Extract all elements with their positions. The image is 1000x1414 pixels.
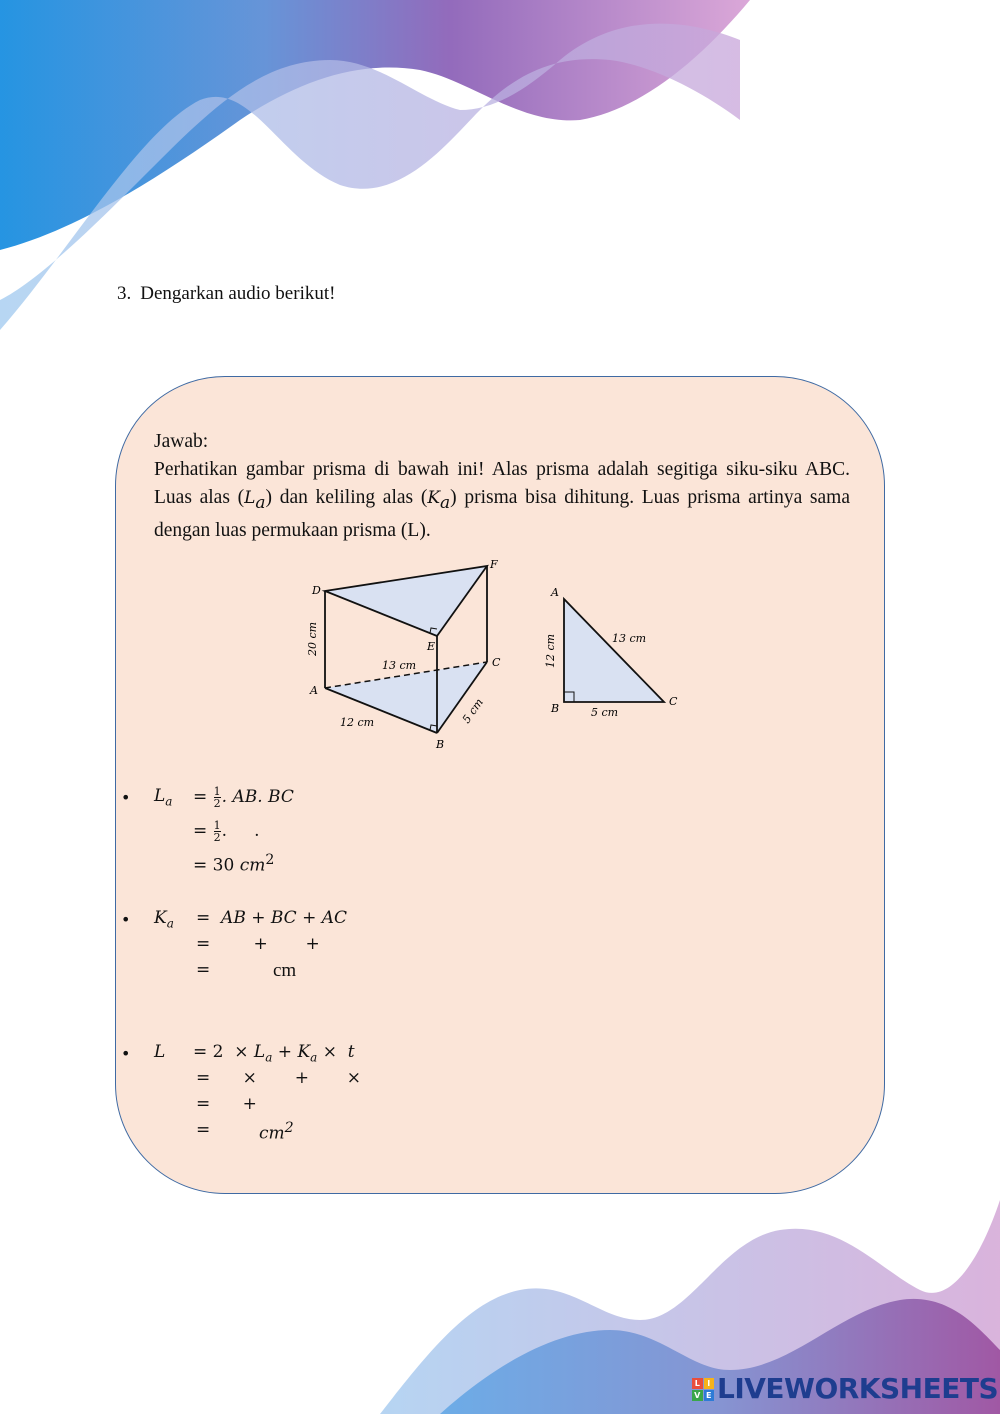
la-fraction-1: $\frac{1}{2}$ [213, 785, 221, 810]
ka-line-2: = + + [196, 934, 320, 954]
liveworksheets-logo-mark-icon: L I V E [692, 1378, 714, 1400]
bullet-la: • [121, 788, 131, 807]
l-line-1: = $2 \times L_a + K_a \times t$ [193, 1042, 355, 1065]
question-number: 3. [117, 283, 132, 304]
prism-vertex-e: E [427, 640, 436, 653]
triangle-vertex-b: B [551, 702, 560, 715]
answer-intro: Perhatikan gambar prisma di bawah ini! Alas prisma adalah segitiga siku-siku ABC. Luas alas $(L_a)$ dan keliling alas $(K_a)$ prisma bisa dihitung. Luas prisma artinya sama dengan luas permukaan prisma (L). [154, 459, 850, 541]
prism-vertex-b: B [436, 738, 445, 751]
l-symbol: L [154, 1042, 166, 1062]
prism-vertex-a: A [310, 684, 318, 697]
answer-paragraph [154, 428, 850, 545]
ka-line-3-eq: = [196, 960, 211, 980]
l-line-2: = × + × [196, 1068, 362, 1088]
prism-height-label: 20 cm [306, 621, 319, 656]
prism-vertex-f: F [490, 558, 498, 571]
base-triangle [564, 599, 664, 702]
prism-bc-label: 5 cm [459, 696, 486, 726]
prism-ab-label: 12 cm [340, 716, 375, 729]
prism-vertex-d: D [312, 584, 321, 597]
la-symbol: $L_a$ [154, 786, 173, 809]
question-text: Dengarkan audio berikut! [140, 283, 336, 304]
triangle-bc-label: 5 cm [591, 706, 619, 719]
triangle-ab-label: 12 cm [544, 633, 557, 668]
answer-label: Jawab: [154, 431, 209, 452]
ka-line-1: = AB + BC + AC [196, 908, 348, 928]
la-line-3: = 30 $cm^2$ [193, 852, 275, 876]
l-line-4-unit: $cm^2$ [259, 1120, 294, 1144]
question-3 [117, 283, 335, 305]
triangle-vertex-a: A [551, 586, 559, 599]
bullet-l: • [121, 1044, 131, 1063]
l-line-4-eq: = [196, 1120, 211, 1140]
prism-vertex-c: C [492, 656, 501, 669]
la-line-1: = $\frac{1}{2}$ . AB. BC [193, 785, 294, 810]
triangle-ac-label: 13 cm [612, 632, 647, 645]
prism-top-face [325, 566, 487, 636]
bullet-ka: • [121, 910, 131, 929]
header-wave-decoration [0, 0, 1000, 330]
ka-line-3-unit: cm [273, 960, 297, 981]
la-fraction-2: $\frac{1}{2}$ [213, 819, 221, 844]
liveworksheets-logo-text: LIVEWORKSHEETS [717, 1372, 999, 1405]
ka-symbol: $K_a$ [154, 908, 174, 931]
liveworksheets-logo [692, 1372, 998, 1405]
l-line-3: = + [196, 1094, 257, 1114]
prism-hyp-label: 13 cm [382, 659, 417, 672]
triangle-vertex-c: C [669, 695, 678, 708]
la-line-2: = $\frac{1}{2}$ . . [193, 819, 260, 844]
prism-figure [300, 556, 700, 756]
